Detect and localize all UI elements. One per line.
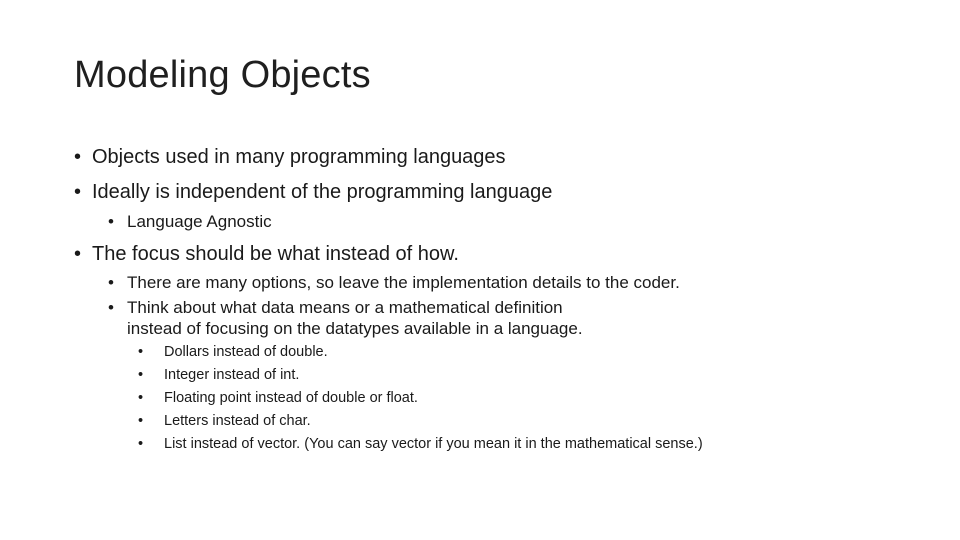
bullet-text-continuation: instead of focusing on the datatypes available in a language. bbox=[127, 319, 583, 338]
bullet-text: Integer instead of int. bbox=[164, 367, 300, 383]
bullet-dot: • bbox=[138, 344, 144, 360]
bullet-text: Think about what data means or a mathematical definition bbox=[127, 298, 563, 317]
bullet-level3 bbox=[138, 390, 418, 406]
bullet-dot: • bbox=[108, 273, 114, 292]
bullet-level2 bbox=[108, 298, 563, 318]
bullet-text: Floating point instead of double or float. bbox=[164, 390, 418, 406]
bullet-level3 bbox=[138, 413, 311, 429]
bullet-text: Objects used in many programming languages bbox=[92, 146, 506, 168]
bullet-dot: • bbox=[138, 436, 144, 452]
bullet-dot: • bbox=[138, 367, 144, 383]
bullet-level3 bbox=[138, 436, 703, 452]
bullet-text: Ideally is independent of the programming language bbox=[92, 181, 553, 203]
bullet-dot: • bbox=[108, 212, 114, 231]
bullet-level1 bbox=[74, 181, 552, 204]
bullet-dot: • bbox=[108, 298, 114, 317]
bullet-text: Letters instead of char. bbox=[164, 413, 311, 429]
bullet-level1 bbox=[74, 243, 459, 266]
bullet-dot: • bbox=[74, 181, 82, 203]
bullet-dot: • bbox=[74, 243, 82, 265]
bullet-text: There are many options, so leave the implementation details to the coder. bbox=[127, 273, 680, 292]
bullet-dot: • bbox=[74, 146, 82, 168]
slide-title: Modeling Objects bbox=[74, 54, 371, 96]
bullet-text: Dollars instead of double. bbox=[164, 344, 328, 360]
bullet-dot: • bbox=[138, 413, 144, 429]
bullet-text: Language Agnostic bbox=[127, 212, 272, 231]
bullet-level2 bbox=[108, 273, 680, 293]
bullet-text: List instead of vector. (You can say vector if you mean it in the mathematical sense.) bbox=[164, 436, 703, 452]
bullet-level3 bbox=[138, 344, 328, 360]
bullet-level1 bbox=[74, 146, 506, 169]
bullet-level2 bbox=[108, 212, 272, 232]
bullet-dot: • bbox=[138, 390, 144, 406]
bullet-text: The focus should be what instead of how. bbox=[92, 243, 459, 265]
bullet-level3 bbox=[138, 367, 299, 383]
